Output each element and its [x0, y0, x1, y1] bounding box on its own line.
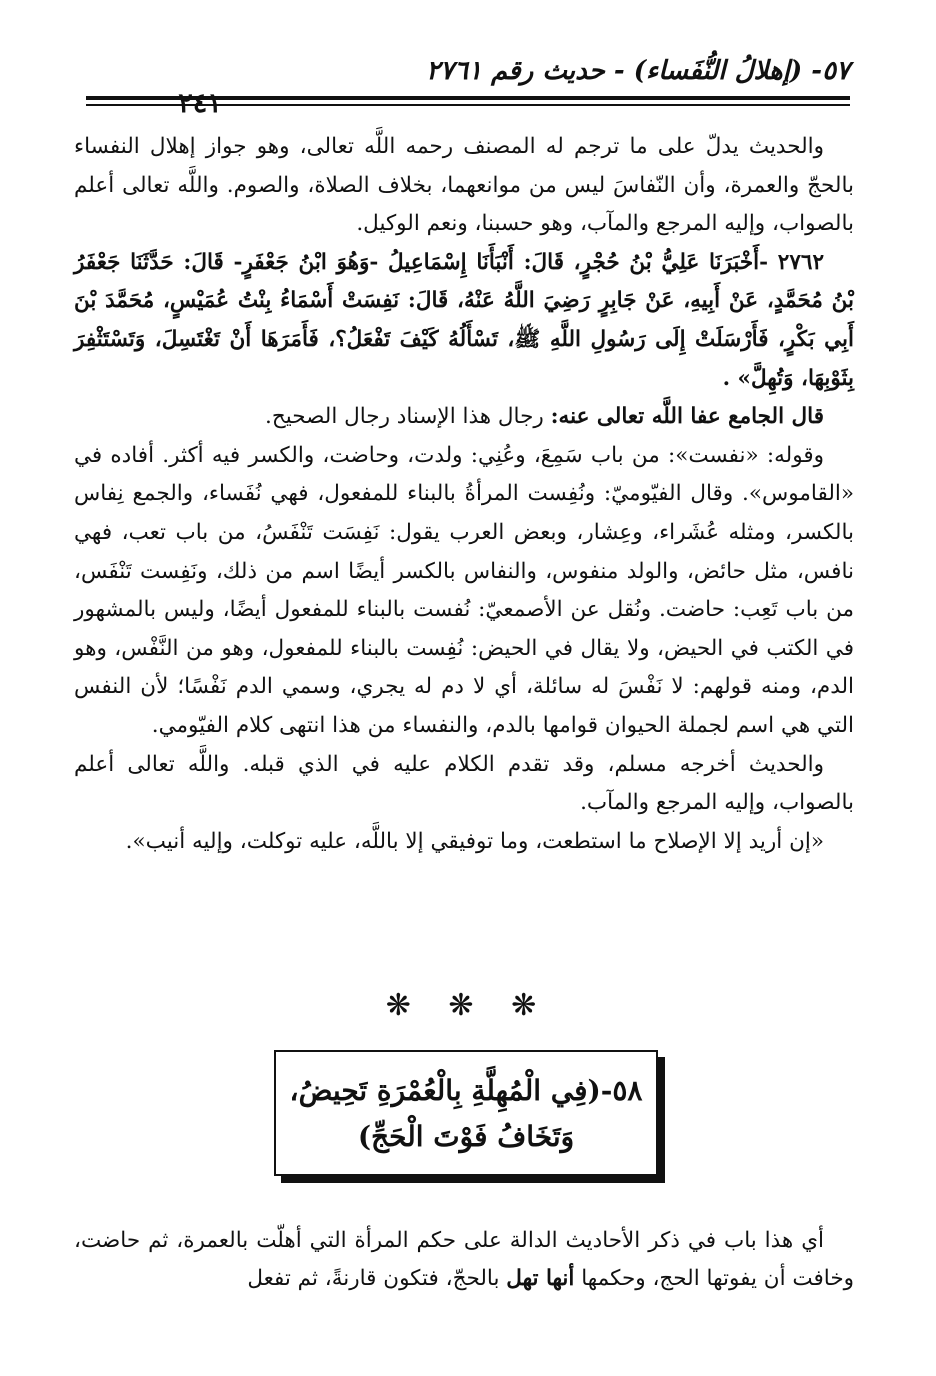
paragraph-closing-quote: «إن أريد إلا الإصلاح ما استطعت، وما توفيقي إلا باللَّه، عليه توكلت، وإليه أنيب». — [125, 828, 824, 854]
section-separator: ❋ ❋ ❋ — [385, 988, 551, 1023]
running-title: ٥٧- (إهلالُ النُّفَساء) - حديث رقم ٢٧٦١ — [426, 56, 850, 86]
paragraph-narrators-note — [74, 398, 854, 437]
chapter-title-line1: ٥٨-(فِي الْمُهِلَّةِ بِالْعُمْرَةِ تَحِيضُ، — [289, 1074, 643, 1107]
header-rule-thick — [86, 96, 850, 100]
paragraph-commentary: والحديث يدلّ على ما ترجم له المصنف رحمه اللَّه تعالى، وهو جواز إهلال النفساء بالحجّ والعمرة، وأن النّفاسَ ليس من موانعهما، بخلاف الصلاة، والصوم. واللَّه تعالى أعلم بالصواب، وإليه المرجع والمآب، وهو حسبنا، ونعم الوكيل. — [74, 134, 854, 237]
chapter-intro — [74, 1222, 854, 1298]
intro-text-end: بالحجّ، فتكون قارنةً، ثم تفعل — [247, 1266, 507, 1291]
chapter-heading-box — [274, 1050, 658, 1176]
paragraph-word-explanation: وقوله: «نفست»: من باب سَمِعَ، وعُنِي: ولدت، وحاضت، والكسر فيه أكثر. أفاده في «القاموس». وقال الفيّوميّ: ونُفِست المرأةُ بالبناء للمفعول، فهي نُفَساء، والجمع نِفاس بالكسر، ومثله عُشَراء، وعِشار، وبعض العرب يقول: نَفِسَت تَنْفَسُ، من باب تعب، فهي نافس، مثل حائض، والولد منفوس، والنفاس بالكسر أيضًا اسم من ذلك، ونَفِست تَنْفَس، من باب تَعِب: حاضت. ونُقل عن الأصمعيّ: نُفست بالبناء للمفعول أيضًا، وليس بالمشهور في الكتب في الحيض، ولا يقال في الحيض: نُفِست بالبناء للمفعول، وهو من النَّفْس، وهو الدم، ومنه قولهم: لا نَفْسَ له سائلة، أي لا دم له يجري، وسمي الدم نَفْسًا؛ لأن النفس التي هي اسم لجملة الحيوان قوامها بالدم، والنفساء من هذا انتهى كلام الفيّومي. — [74, 442, 854, 738]
page-number — [160, 88, 240, 118]
header-rule-thin — [86, 104, 850, 106]
main-text — [74, 128, 854, 861]
chapter-title-line2: وَتَخَافُ فَوْتَ الْحَجِّ) — [357, 1120, 575, 1153]
intro-bold-phrase: أنها تهل — [506, 1266, 575, 1291]
intro-text-start: أي هذا باب في ذكر الأحاديث الدالة على حكم المرأة التي أهلّت بالعمرة، ثم حاضت، وخافت أن يفوتها الحج، وحكمها — [74, 1228, 854, 1291]
compiler-lead: قال الجامع عفا اللَّه تعالى عنه: — [550, 404, 824, 430]
paragraph-takhrij: والحديث أخرجه مسلم، وقد تقدم الكلام عليه في الذي قبله. واللَّه تعالى أعلم بالصواب، وإليه المرجع والمآب. — [74, 751, 854, 816]
paragraph-hadith-2762: ٢٧٦٢ -أَخْبَرَنَا عَلِيُّ بْنُ حُجْرٍ، قَالَ: أَنْبَأَنَا إِسْمَاعِيلُ -وَهُوَ ابْنُ جَعْفَرٍ- قَالَ: حَدَّثَنَا جَعْفَرُ بْنُ مُحَمَّدٍ، عَنْ أَبِيهِ، عَنْ جَابِرٍ رَضِيَ اللَّهُ عَنْهُ، قَالَ: نَفِسَتْ أَسْمَاءُ بِنْتُ عُمَيْسٍ، مُحَمَّدَ بْنَ أَبِي بَكْرٍ، فَأَرْسَلَتْ إِلَى رَسُولِ اللَّهِ ﷺ، تَسْأَلُهُ كَيْفَ تَفْعَلُ؟، فَأَمَرَهَا أَنْ تَغْتَسِلَ، وَتَسْتَثْفِرَ بِثَوْبِهَا، وَتُهِلَّ» . — [74, 249, 854, 391]
narrators-note-text: رجال هذا الإسناد رجال الصحيح. — [265, 404, 551, 430]
intro-paragraph — [74, 1222, 854, 1298]
